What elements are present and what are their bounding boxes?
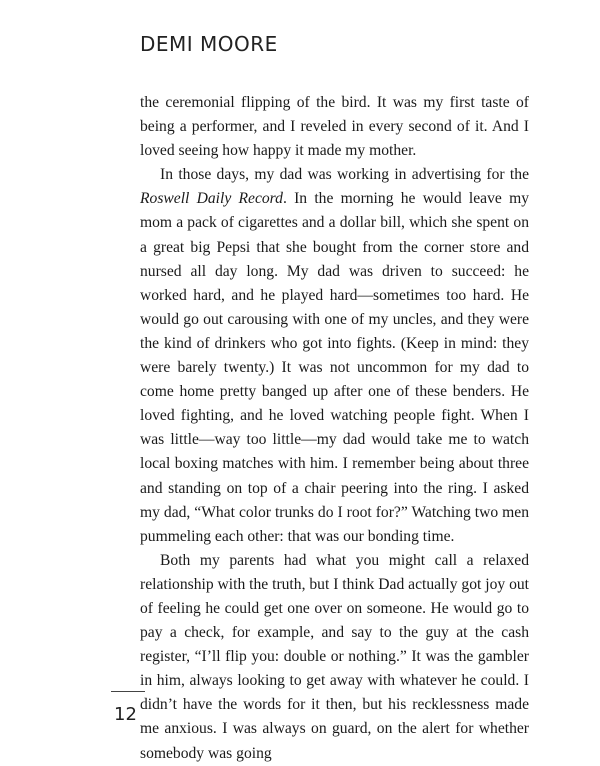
paragraph-1-text: the ceremonial flipping of the bird. It was my first taste of being a performer, and I reveled in every second of it. And I loved seeing how happy it made my mother. bbox=[140, 94, 529, 160]
paragraph-2-text-rest: . In the morning he would leave my mom a pack of cigarettes and a dollar bill, which she spent on a great big Pepsi that she bought from the corner store and nursed all day long. My dad was driven to succeed: he worked hard, and he played hard—sometimes too hard. He would go out carousing with one of my uncles, and they were the kind of drinkers who got into fights. (Keep in mind: they were barely twenty.) It was not uncommon for my dad to come home pretty banged up after one of these benders. He loved fighting, and he loved watching people fight. When I was little—way too little—my dad would take me to watch local boxing matches with him. I remember being about three and standing on top of a chair peering into the ring. I asked my dad, “What color trunks do I root for?” Watching two men pummeling each other: that was our bonding time. bbox=[140, 190, 529, 545]
body-text bbox=[140, 91, 529, 766]
paragraph-2 bbox=[140, 163, 529, 549]
folio-rule bbox=[111, 691, 145, 692]
paragraph-3-text: Both my parents had what you might call a relaxed relationship with the truth, but I think Dad actually got joy out of feeling he could get one over on someone. He would go to pay a check, for example, and say to the guy at the cash register, “I’ll flip you: double or nothing.” It was the gambler in him, always looking to get away with whatever he could. I didn’t have the words for it then, but his recklessness made me anxious. I was always on guard, on the alert for whether somebody was going bbox=[140, 551, 529, 762]
paragraph-1 bbox=[140, 91, 529, 163]
paragraph-2-text-start: In those days, my dad was working in advertising for the bbox=[160, 166, 529, 184]
paragraph-3 bbox=[140, 549, 529, 766]
running-head: DEMI MOORE bbox=[140, 32, 278, 56]
newspaper-title: Roswell Daily Record bbox=[140, 190, 283, 208]
page-number: 12 bbox=[114, 704, 137, 725]
